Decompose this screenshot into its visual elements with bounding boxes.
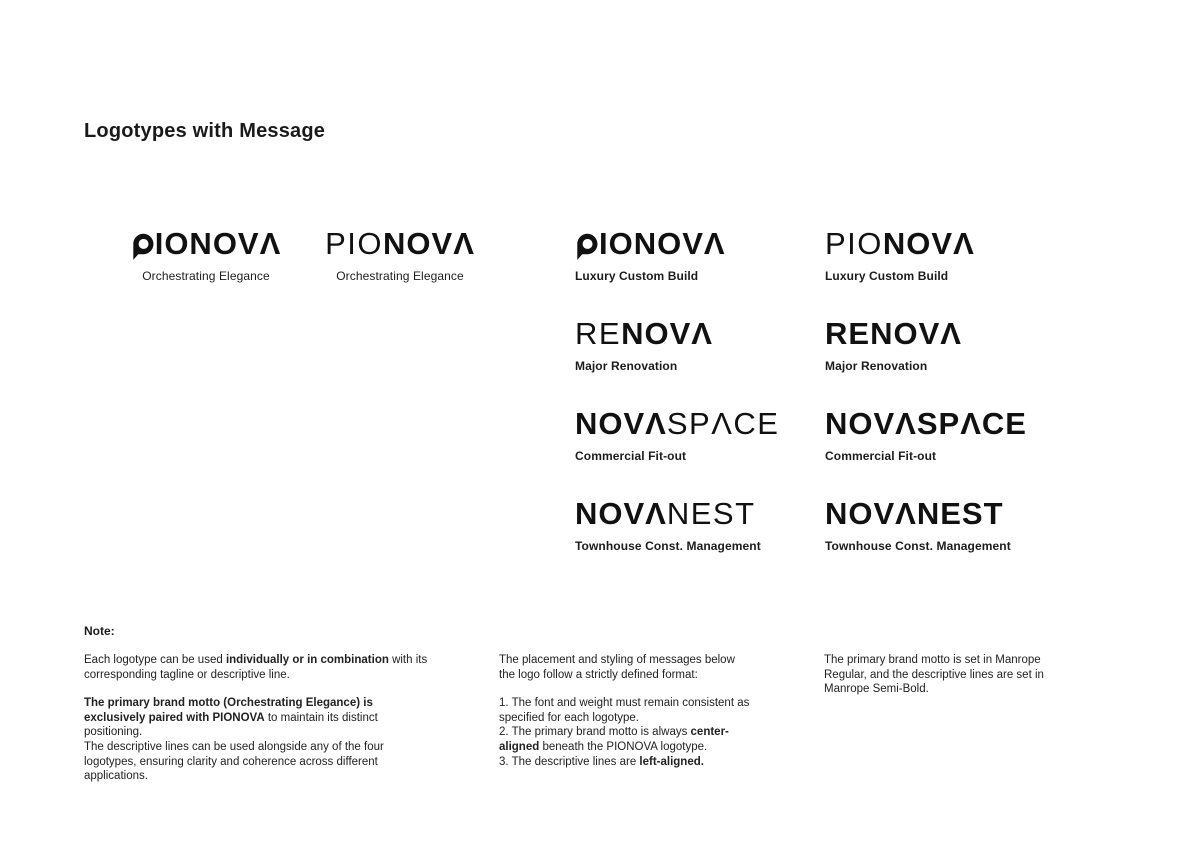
logo-part-bold: NOVΛNEST (825, 496, 1004, 531)
note-text-bold: The primary brand motto (Orchestrating Elegance) is exclusively paired with PIONOVA (84, 697, 373, 724)
note-paragraph (824, 653, 1074, 697)
logotype-pionova-duotone-motto (298, 226, 502, 283)
logo-tagline: Luxury Custom Build (575, 269, 699, 283)
note-text: beneath the PIONOVA logotype. (539, 740, 708, 753)
note-text: to maintain its distinct positioning. (84, 711, 378, 739)
logotype-novaspace-duotone (575, 406, 825, 463)
note-column-typography (824, 653, 1074, 697)
logo-wordmark (575, 226, 825, 261)
logotype-pionova-duotone-descriptive (825, 226, 1075, 283)
note-text: The descriptive lines can be used alongside any of the four logotypes, ensuring clarity and coherence across different applications. (84, 740, 384, 783)
note-column-usage (84, 653, 429, 784)
logo-part-bold: IONOVΛ (599, 226, 726, 261)
note-text-bold: individually or in combination (225, 654, 389, 666)
logo-part-light: RE (575, 316, 622, 351)
logo-wordmark (575, 406, 825, 441)
note-paragraph (84, 740, 429, 784)
logotype-renova-bold (825, 316, 1075, 373)
logo-wordmark (575, 496, 825, 531)
note-text: 2. The primary brand motto is always (499, 726, 691, 739)
logo-wordmark (825, 316, 1075, 351)
logo-tagline: Orchestrating Elegance (142, 269, 270, 283)
logo-part-bold: NOVΛSPΛCE (825, 406, 1027, 441)
note-text: 1. The font and weight must remain consistent as specified for each logotype. (499, 697, 750, 724)
logo-wordmark (825, 406, 1075, 441)
pionova-bubble-p-icon (131, 233, 154, 262)
logotype-pionova-primary-descriptive (575, 226, 825, 283)
logo-part-light: SPΛCE (666, 406, 780, 441)
logo-part-bold: NOVΛ (882, 226, 975, 261)
pionova-bubble-p-icon (575, 233, 598, 262)
logo-tagline: Commercial Fit-out (575, 449, 687, 463)
logo-part-light: NEST (666, 496, 756, 531)
page-title: Logotypes with Message (84, 120, 326, 142)
logo-part-bold: NOVΛ (621, 316, 713, 351)
note-paragraph (84, 653, 429, 682)
logo-tagline: Orchestrating Elegance (336, 269, 464, 283)
note-text: 3. The descriptive lines are (499, 755, 640, 768)
logo-tagline: Commercial Fit-out (825, 449, 937, 463)
note-text: with its corresponding tagline or descriptive line. (84, 654, 428, 681)
logotype-novaspace-bold (825, 406, 1075, 463)
logotype-novanest-duotone (575, 496, 825, 553)
logo-part-bold: NOVΛ (575, 496, 667, 531)
note-text: The primary brand motto is set in Manrope Regular, and the descriptive lines are set in Manrope Semi-Bold. (824, 654, 1044, 696)
logotype-novanest-bold (825, 496, 1075, 553)
logotype-renova-duotone (575, 316, 825, 373)
logo-tagline: Major Renovation (825, 359, 928, 373)
logo-wordmark (104, 226, 308, 261)
logo-tagline: Townhouse Const. Management (825, 539, 1011, 553)
logo-wordmark (298, 226, 502, 261)
logo-part-bold: NOVΛ (383, 226, 475, 261)
logo-part-light: PIO (325, 226, 384, 261)
note-text-bold: left-aligned. (639, 755, 704, 768)
logo-wordmark (575, 316, 825, 351)
note-paragraph (84, 696, 429, 740)
logo-tagline: Townhouse Const. Management (575, 539, 761, 553)
note-paragraph (499, 755, 751, 770)
note-paragraph (499, 725, 751, 754)
note-column-format (499, 653, 751, 769)
logo-wordmark (825, 226, 1075, 261)
logotype-pionova-primary-motto (104, 226, 308, 283)
note-text-bold: center-aligned (499, 726, 729, 753)
logo-part-bold: IONOVΛ (154, 226, 282, 261)
note-text: Each logotype can be used (84, 654, 226, 666)
logo-part-light: PIO (825, 226, 883, 261)
note-text: The placement and styling of messages below the logo follow a strictly defined format: (499, 654, 735, 681)
note-paragraph (499, 696, 751, 725)
logo-tagline: Major Renovation (575, 359, 678, 373)
logo-tagline: Luxury Custom Build (825, 269, 949, 283)
logo-part-bold: RENOVΛ (825, 316, 962, 351)
logo-wordmark (825, 496, 1075, 531)
logo-part-bold: NOVΛ (575, 406, 667, 441)
note-heading: Note: (84, 624, 115, 638)
note-paragraph (499, 653, 751, 682)
